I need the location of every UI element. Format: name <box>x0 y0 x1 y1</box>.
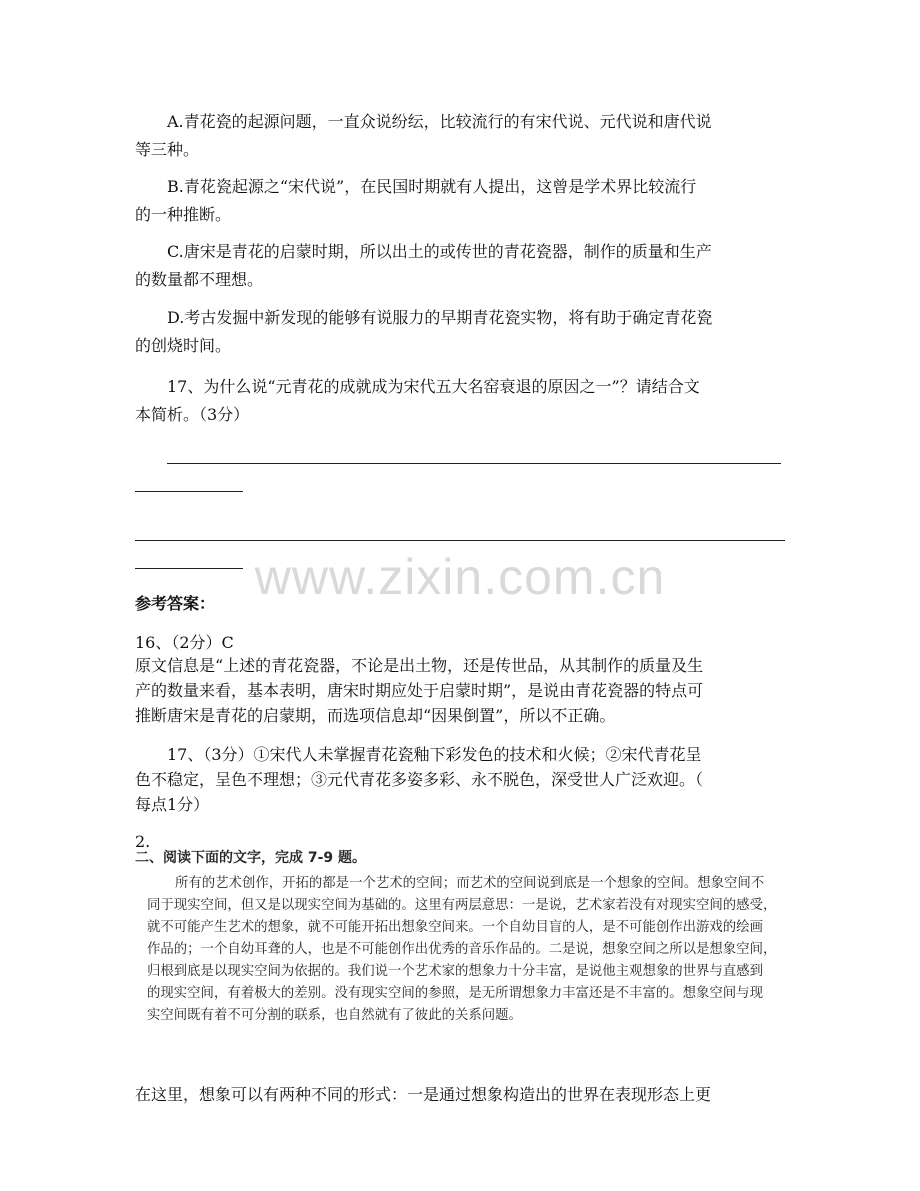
scan-line-4: 作品的；一个自幼耳聋的人，也是不可能创作出优秀的音乐作品的。二是说，想象空间之所以是想象空间， <box>147 942 777 957</box>
answer-17-line-3: 每点1分） <box>135 795 210 814</box>
scan-line-7: 实空间既有着不可分割的联系，也自然就有了彼此的关系问题。 <box>147 1008 522 1023</box>
option-b-line-2: 的一种推断。 <box>135 205 232 224</box>
scan-line-1: 所有的艺术创作，开拓的都是一个艺术的空间；而艺术的空间说到底是一个想象的空间。想象空间不 <box>175 876 765 891</box>
scan-line-5: 归根到底是以现实空间为依据的。我们说一个艺术家的想象力十分丰富，是说他主观想象的世界与直感到 <box>147 964 763 979</box>
option-b-line-1: B.青花瓷起源之“宋代说”，在民国时期就有人提出，这曾是学术界比较流行 <box>167 177 697 196</box>
question-2-number: 2. <box>135 832 151 851</box>
option-c-line-1: C.唐宋是青花的启蒙时期，所以出土的或传世的青花瓷器，制作的质量和生产 <box>167 242 712 261</box>
scanned-passage-image <box>135 846 785 1038</box>
answer-17-line-2: 色不稳定，呈色不理想；③元代青花多姿多彩、永不脱色，深受世人广泛欢迎。（ <box>135 770 704 789</box>
option-c-line-2: 的数量都不理想。 <box>135 270 264 289</box>
answer-16-line-3: 推断唐宋是青花的启蒙期，而选项信息却“因果倒置”，所以不正确。 <box>135 706 616 725</box>
answer-16-line-1: 原文信息是“上述的青花瓷器，不论是出土物，还是传世品，从其制作的质量及生 <box>135 656 704 675</box>
option-a-line-2: 等三种。 <box>135 140 200 159</box>
scan-line-6: 的现实空间，有着极大的差别。没有现实空间的参照，是无所谓想象力丰富还是不丰富的。想象空间与现 <box>147 986 763 1001</box>
answer-blank-line-1 <box>167 463 781 464</box>
scan-heading: 二、阅读下面的文字，完成 7-9 题。 <box>135 850 367 866</box>
answer-16-title: 16、（2分）C <box>135 633 234 652</box>
answer-blank-line-3 <box>135 540 785 541</box>
answer-16-line-2: 产的数量来看，基本表明，唐宋时期应处于启蒙时期”，是说由青花瓷器的特点可 <box>135 681 704 700</box>
watermark: www.zixin.com.cn <box>254 549 666 605</box>
answer-17-line-1: 17、（3分）①宋代人未掌握青花瓷釉下彩发色的技术和火候；②宋代青花呈 <box>167 745 702 764</box>
answer-blank-line-2 <box>135 491 243 492</box>
question-17-line-2: 本简析。（3分） <box>135 405 250 424</box>
scan-line-3: 就不可能产生艺术的想象，就不可能开拓出想象空间来。一个自幼目盲的人，是不可能创作出游戏的绘画 <box>147 920 763 935</box>
question-17-line-1: 17、为什么说“元青花的成就成为宋代五大名窑衰退的原因之一”？请结合文 <box>167 377 700 396</box>
answers-heading: 参考答案： <box>135 594 216 613</box>
option-a-line-1: A.青花瓷的起源问题，一直众说纷纭，比较流行的有宋代说、元代说和唐代说 <box>167 112 712 131</box>
scan-line-2: 同于现实空间，但又是以现实空间为基础的。这里有两层意思：一是说，艺术家若没有对现实空间的感受， <box>147 898 777 913</box>
option-d-line-2: 的创烧时间。 <box>135 336 232 355</box>
option-d-line-1: D.考古发掘中新发现的能够有说服力的早期青花瓷实物，将有助于确定青花瓷 <box>167 308 713 327</box>
passage-continuation: 在这里，想象可以有两种不同的形式：一是通过想象构造出的世界在表现形态上更 <box>135 1085 712 1104</box>
